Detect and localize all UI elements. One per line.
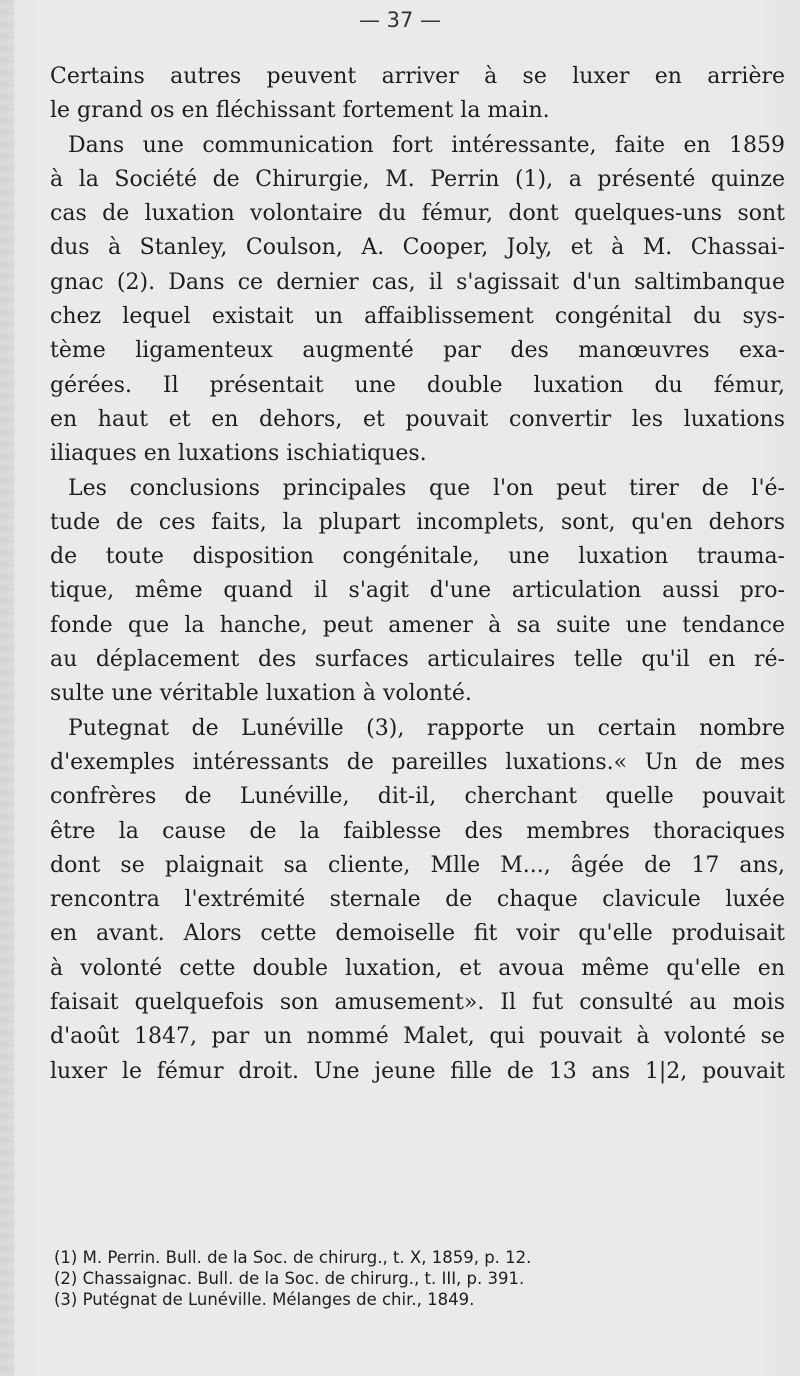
text-line: luxer le fémur droit. Une jeune fille de 13 ans 1|2, pouvait (50, 1058, 785, 1084)
footnotes (50, 1247, 785, 1310)
text-line: être la cause de la faiblesse des membres thoraciques (50, 818, 785, 844)
text-line: de toute disposition congénitale, une luxation trauma- (50, 544, 785, 570)
text-line: tème ligamenteux augmenté par des manœuvres exa- (50, 338, 785, 364)
footnote: (2) Chassaignac. Bull. de la Soc. de chirurg., t. III, p. 391. (54, 1269, 525, 1288)
text-line: tude de ces faits, la plupart incomplets, sont, qu'en dehors (50, 509, 785, 535)
page-number: — 37 — (358, 8, 442, 32)
text-line: d'août 1847, par un nommé Malet, qui pouvait à volonté se (50, 1024, 785, 1050)
text-line: gnac (2). Dans ce dernier cas, il s'agissait d'un saltimbanque (50, 269, 785, 295)
text-line: Les conclusions principales que l'on peut tirer de l'é- (68, 475, 785, 501)
text-line: Certains autres peuvent arriver à se luxer en arrière (50, 64, 785, 89)
text-line: sulte une véritable luxation à volonté. (50, 681, 472, 707)
text-line: Dans une communication fort intéressante, faite en 1859 (68, 132, 785, 158)
text-line: le grand os en fléchissant fortement la main. (50, 98, 550, 124)
text-line: gérées. Il présentait une double luxation du fémur, (50, 372, 785, 398)
text-line: cas de luxation volontaire du fémur, dont quelques-uns sont (50, 201, 785, 227)
text-line: dont se plaignait sa cliente, Mlle M..., âgée de 17 ans, (50, 852, 785, 878)
text-line: au déplacement des surfaces articulaires telle qu'il en ré- (50, 647, 785, 673)
text-line: en haut et en dehors, et pouvait convertir les luxations (50, 406, 785, 432)
text-line: à volonté cette double luxation, et avoua même qu'elle en (50, 955, 785, 981)
text-line: tique, même quand il s'agit d'une articulation aussi pro- (50, 578, 785, 604)
body-text (50, 60, 785, 1089)
text-line: faisait quelquefois son amusement». Il fut consulté au mois (50, 990, 785, 1016)
text-line: iliaques en luxations ischiatiques. (50, 441, 427, 467)
text-line: dus à Stanley, Coulson, A. Cooper, Joly, et à M. Chassai- (50, 235, 785, 261)
text-line: d'exemples intéressants de pareilles luxations.« Un de mes (50, 749, 785, 775)
text-line: rencontra l'extrémité sternale de chaque clavicule luxée (50, 887, 785, 913)
text-line: à la Société de Chirurgie, M. Perrin (1), a présenté quinze (50, 166, 785, 192)
text-line: fonde que la hanche, peut amener à sa suite une tendance (50, 612, 785, 638)
text-line: en avant. Alors cette demoiselle fit voir qu'elle produisait (50, 921, 785, 947)
text-line: confrères de Lunéville, dit-il, cherchant quelle pouvait (50, 784, 785, 810)
page-binding-edge (0, 0, 14, 1376)
footnote: (3) Putégnat de Lunéville. Mélanges de chir., 1849. (54, 1290, 475, 1309)
text-line: chez lequel existait un affaiblissement congénital du sys- (50, 304, 785, 330)
footnote: (1) M. Perrin. Bull. de la Soc. de chirurg., t. X, 1859, p. 12. (54, 1248, 532, 1267)
text-line: Putegnat de Lunéville (3), rapporte un certain nombre (68, 715, 785, 741)
